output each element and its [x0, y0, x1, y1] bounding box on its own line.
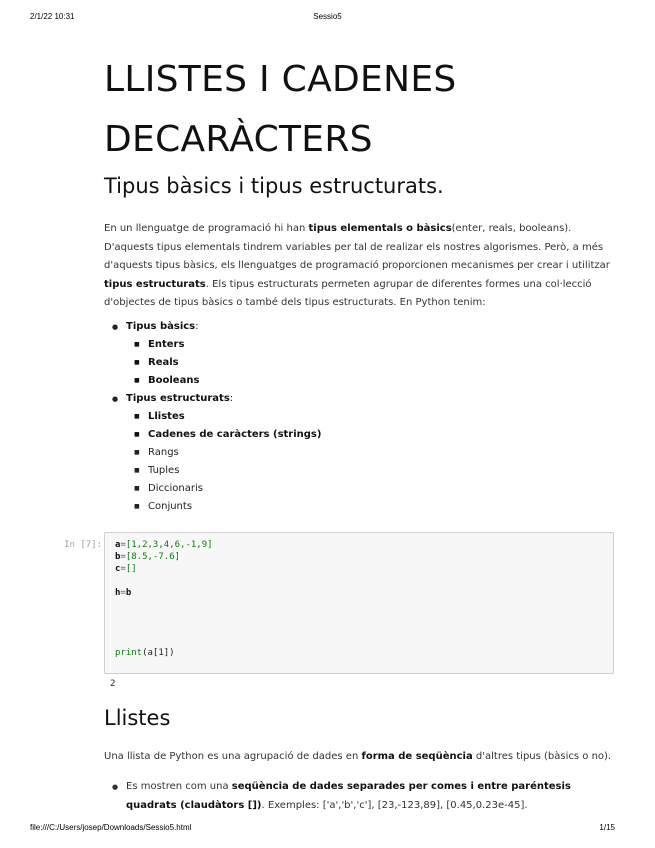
print-title: Sessio5 [313, 12, 342, 21]
bold-run: tipus estructurats [104, 278, 206, 290]
code-args: (a[1]) [142, 648, 175, 658]
list-item: ■ Conjunts [126, 498, 564, 516]
text-run: . Els tipus estructurats permeten agrupar de diferentes formes una col·lecció d'objectes de tipus bàsics o també dels tipus estructurats. En Python tenim: [104, 278, 592, 308]
section-heading-lists: Llistes [104, 706, 171, 730]
code-function: print [115, 648, 143, 658]
list-item: ■ Tuples [126, 462, 564, 480]
code-line [115, 551, 603, 563]
list-item-label: Tipus estructurats [126, 393, 230, 404]
code-op: = [120, 540, 126, 550]
code-blank-line [115, 575, 603, 587]
types-intro-paragraph [104, 220, 614, 313]
print-file-path: file:///C:/Users/josep/Downloads/Sessio5.html [30, 823, 192, 832]
print-datetime: 2/1/22 10:31 [30, 12, 75, 21]
code-blank-area [115, 599, 603, 647]
code-value: b [125, 588, 132, 598]
code-var: c [115, 564, 121, 574]
list-item-structured-types [104, 390, 564, 516]
types-list [104, 318, 564, 516]
cell-prompt: In [7]: [64, 540, 102, 550]
text-run: En un llenguatge de programació hi han [104, 223, 309, 234]
list-item-label: Tipus bàsics [126, 321, 196, 332]
bold-run: tipus elementals o bàsics [308, 223, 452, 234]
code-value: [] [125, 564, 137, 574]
code-var: a [115, 540, 121, 550]
colon: : [229, 393, 234, 404]
text-run: . Exemples: ['a','b','c'], [23,-123,89], [0.45,0.23e-45]. [261, 799, 528, 811]
lists-bullet-list [104, 778, 614, 815]
lists-intro-paragraph [104, 748, 614, 767]
list-item-basic-types [104, 318, 564, 390]
code-line [115, 539, 603, 551]
code-var: h [115, 588, 121, 598]
basic-types-sublist [126, 336, 564, 390]
list-item: ■ Diccionaris [126, 480, 564, 498]
cell-output: 2 [110, 679, 116, 689]
print-page-number: 1/15 [599, 823, 615, 832]
code-var: b [115, 552, 121, 562]
text-run: (enter, reals, booleans). D'aquests tipus elementals tindrem variables per tal de realizar els nostres algorismes. Però, a més d'aquests tipus bàsics, els llenguatges de programació proporcionen mecanismes per crear i utilitzar [104, 223, 610, 271]
code-value: [1,2,3,4,6,-1,9] [125, 540, 213, 550]
page-title [104, 50, 624, 170]
code-line [115, 587, 603, 599]
page-title-line2: DECARÀCTERS [104, 119, 373, 160]
list-item: ■ Cadenes de caràcters (strings) [126, 426, 564, 444]
list-item: ■ Booleans [126, 372, 564, 390]
code-line [115, 647, 603, 659]
code-op: = [120, 552, 126, 562]
text-run: d'altres tipus (bàsics o no). [472, 751, 612, 762]
section-heading-types: Tipus bàsics i tipus estructurats. [104, 174, 444, 198]
code-op: = [120, 588, 126, 598]
list-item: ■ Llistes [126, 408, 564, 426]
code-op: = [120, 564, 126, 574]
page-title-line1: LLISTES I CADENES [104, 59, 457, 100]
list-item [104, 778, 614, 815]
list-item: ■ Enters [126, 336, 564, 354]
structured-types-sublist [126, 408, 564, 516]
code-value: [8.5,-7.6] [125, 552, 181, 562]
code-line [115, 563, 603, 575]
list-item: ■ Reals [126, 354, 564, 372]
list-item: ■ Rangs [126, 444, 564, 462]
bold-run: seqüència de dades separades per comes i entre paréntesis quadrats (claudàtors []) [126, 781, 571, 811]
text-run: Es mostren com una [126, 781, 232, 792]
code-cell[interactable] [104, 532, 614, 674]
text-run: Una llista de Python es una agrupació de dades en [104, 751, 362, 762]
colon: : [195, 321, 199, 332]
bold-run: forma de seqüència [361, 751, 473, 762]
